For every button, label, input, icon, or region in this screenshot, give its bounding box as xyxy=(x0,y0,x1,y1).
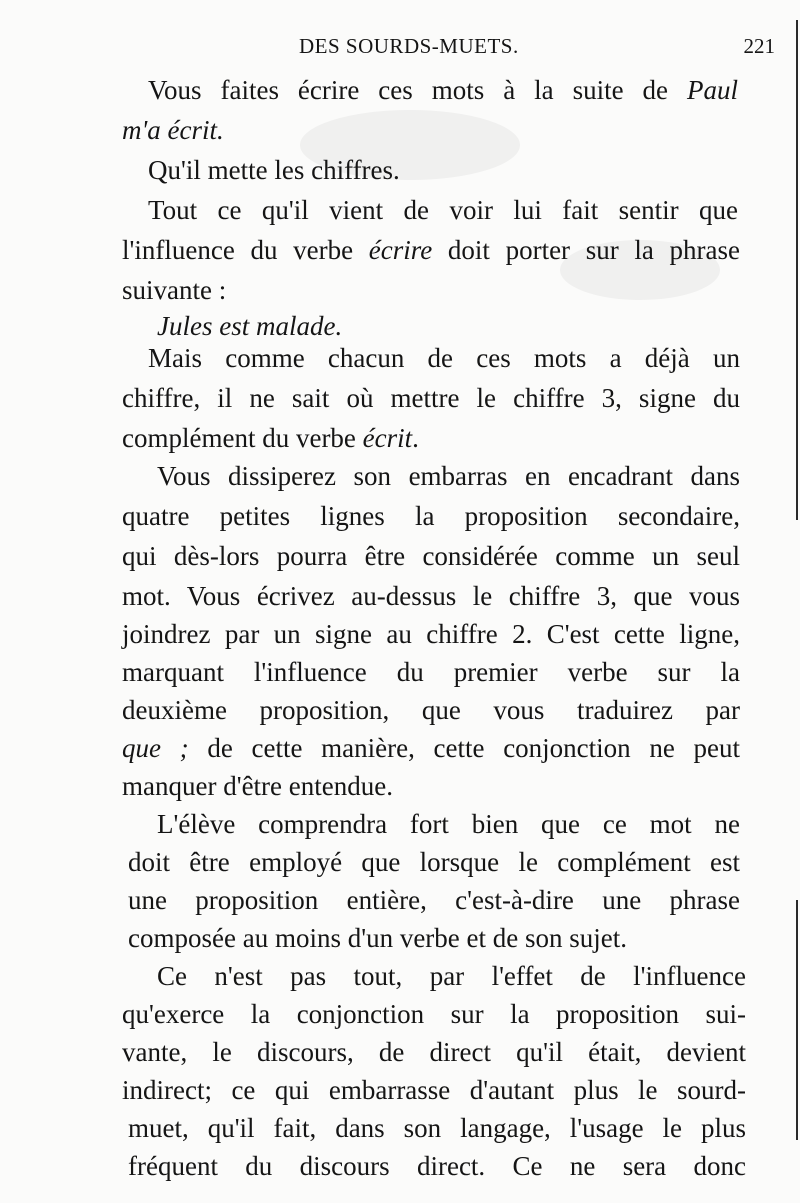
text-line: qu'exerce la conjonction sur la proposition sui- xyxy=(122,999,746,1029)
text-line: complément du verbe écrit. xyxy=(122,423,419,453)
text-line: deuxième proposition, que vous traduirez par xyxy=(122,695,740,725)
text-line: fréquent du discours direct. Ce ne sera donc xyxy=(128,1151,746,1181)
text-line: qui dès-lors pourra être considérée comme un seul xyxy=(122,541,740,571)
text-line: manquer d'être entendue. xyxy=(122,771,393,801)
scan-edge-line xyxy=(796,900,798,1140)
text-line: Qu'il mette les chiffres. xyxy=(148,155,400,185)
text-line: muet, qu'il fait, dans son langage, l'usage le plus xyxy=(128,1113,746,1143)
page-number: 221 xyxy=(743,34,775,58)
text-line: doit être employé que lorsque le complément est xyxy=(128,847,740,877)
text-line: mot. Vous écrivez au-dessus le chiffre 3, que vous xyxy=(122,581,740,611)
text-line: marquant l'influence du premier verbe sur la xyxy=(122,657,740,687)
text-line: Jules est malade. xyxy=(157,311,343,341)
text-line: Mais comme chacun de ces mots a déjà un xyxy=(148,343,740,373)
text-line: composée au moins d'un verbe et de son sujet. xyxy=(128,923,627,953)
page-header xyxy=(0,34,800,64)
text-line: indirect; ce qui embarrasse d'autant plus le sourd- xyxy=(122,1075,746,1105)
running-title: DES SOURDS-MUETS. xyxy=(299,34,519,58)
text-line: vante, le discours, de direct qu'il était, devient xyxy=(122,1037,746,1067)
text-line: Vous faites écrire ces mots à la suite de Paul xyxy=(148,75,738,105)
scan-edge-line xyxy=(796,20,798,520)
text-line: l'influence du verbe écrire doit porter sur la phrase xyxy=(122,235,741,265)
text-line: Vous dissiperez son embarras en encadrant dans xyxy=(157,461,740,491)
text-line: L'élève comprendra fort bien que ce mot ne xyxy=(157,809,740,839)
text-line: Tout ce qu'il vient de voir lui fait sentir que xyxy=(148,195,738,225)
text-line: suivante : xyxy=(122,275,227,305)
text-line: chiffre, il ne sait où mettre le chiffre 3, signe du xyxy=(122,383,740,413)
text-line: m'a écrit. xyxy=(122,115,224,145)
text-line: quatre petites lignes la proposition secondaire, xyxy=(122,501,740,531)
text-line: Ce n'est pas tout, par l'effet de l'influence xyxy=(157,961,746,991)
text-line: que ; de cette manière, cette conjonction ne peut xyxy=(122,733,741,763)
text-line: une proposition entière, c'est-à-dire une phrase xyxy=(128,885,740,915)
text-line: joindrez par un signe au chiffre 2. C'est cette ligne, xyxy=(122,619,740,649)
